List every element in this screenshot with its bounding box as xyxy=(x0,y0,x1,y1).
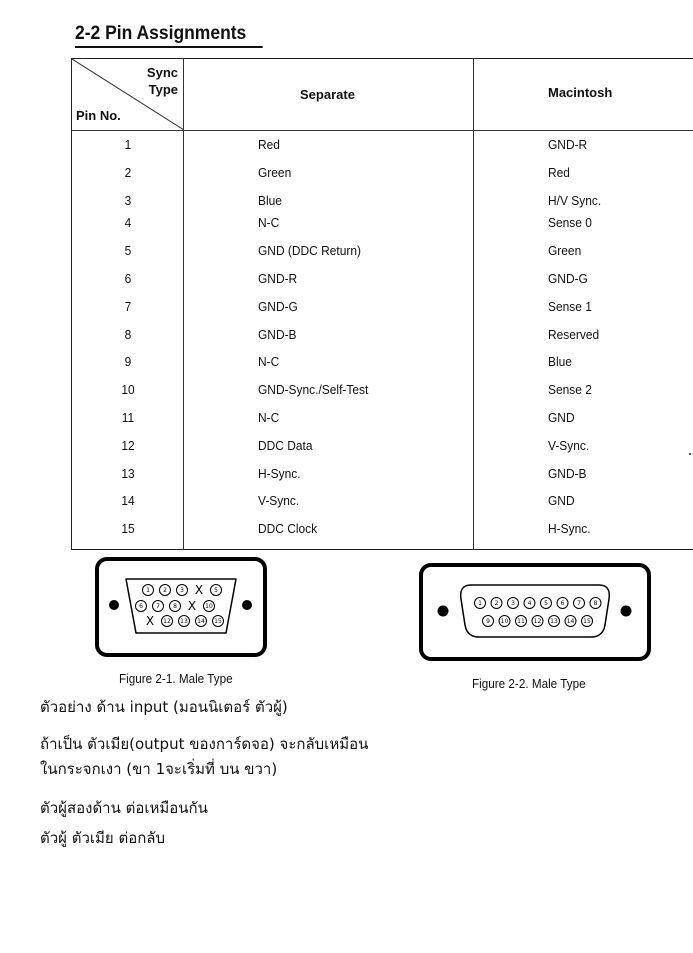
pin-number-cell: 5 xyxy=(124,243,132,258)
connector-pin-label: 6 xyxy=(139,603,143,610)
db15-connector-3row xyxy=(95,557,267,657)
separate-header: Separate xyxy=(300,87,355,102)
separate-signal-cell: Red xyxy=(258,137,280,152)
connector-pin-label: 11 xyxy=(517,618,525,625)
macintosh-signal-cell: Sense 2 xyxy=(548,382,592,397)
table-row xyxy=(72,521,693,541)
connector-pin-label: 7 xyxy=(156,603,160,610)
connector-pin-blank: X xyxy=(145,614,155,628)
table-row xyxy=(72,243,693,263)
connector-pin-label: 8 xyxy=(173,603,177,610)
macintosh-signal-cell: GND xyxy=(548,493,575,508)
pin-number-cell: 6 xyxy=(124,271,132,286)
note-male-male: ตัวผู้สองด้าน ต่อเหมือนกัน xyxy=(40,799,208,817)
connector-pin-label: 3 xyxy=(180,587,184,594)
connector-pin-blank: X xyxy=(194,583,204,597)
table-row xyxy=(72,137,693,157)
separate-signal-cell: V-Sync. xyxy=(258,493,300,508)
connector-pin-label: 1 xyxy=(478,600,482,607)
table-row xyxy=(72,354,693,374)
table-row xyxy=(72,493,693,513)
connector-pin-label: 12 xyxy=(533,618,542,625)
connector-pin-label: 8 xyxy=(593,600,598,607)
macintosh-signal-cell: GND-G xyxy=(548,271,588,286)
separate-signal-cell: H-Sync. xyxy=(258,466,301,481)
pin-number-cell: 1 xyxy=(124,137,132,152)
table-row xyxy=(72,410,693,430)
macintosh-signal-cell: Blue xyxy=(548,354,572,369)
table-row xyxy=(72,271,693,291)
separate-signal-cell: N-C xyxy=(258,354,280,369)
macintosh-signal-cell: H/V Sync. xyxy=(548,193,602,208)
macintosh-signal-cell: Green xyxy=(548,243,582,258)
connector-pin-label: 2 xyxy=(494,600,499,607)
connector-pin-blank: X xyxy=(187,599,197,613)
pin-number-cell: 2 xyxy=(124,165,132,180)
separate-signal-cell: Green xyxy=(258,165,292,180)
header-divider xyxy=(72,130,693,131)
connector-pin-label: 12 xyxy=(163,618,171,625)
table-row xyxy=(72,299,693,319)
separate-signal-cell: GND-G xyxy=(258,299,298,314)
connector-pin-label: 15 xyxy=(583,618,591,625)
separate-signal-cell: GND (DDC Return) xyxy=(258,243,362,258)
figure-1-caption: Figure 2-1. Male Type xyxy=(119,671,233,686)
separate-signal-cell: DDC Data xyxy=(258,438,313,453)
pin-number-cell: 7 xyxy=(124,299,132,314)
macintosh-signal-cell: GND-R xyxy=(548,137,588,152)
macintosh-signal-cell: Red xyxy=(548,165,570,180)
mac-db15-connector-2row xyxy=(419,563,651,661)
pin-no-header: Pin No. xyxy=(76,108,121,123)
pin-number-cell: 3 xyxy=(124,193,132,208)
separate-signal-cell: GND-R xyxy=(258,271,298,286)
connector-pin-label: 2 xyxy=(163,587,167,594)
connector-pin-label: 14 xyxy=(566,618,575,625)
pin-number-cell: 4 xyxy=(124,215,132,230)
macintosh-signal-cell: Sense 0 xyxy=(548,215,592,230)
connector-pin-label: 10 xyxy=(205,603,213,610)
separate-signal-cell: GND-Sync./Self-Test xyxy=(258,382,369,397)
note-male-female: ตัวผู้ ตัวเมีย ต่อกลับ xyxy=(40,829,166,847)
connector-pin-label: 13 xyxy=(180,618,188,625)
connector-pin-label: 5 xyxy=(544,600,548,607)
table-row xyxy=(72,215,693,235)
type-label: Type xyxy=(148,82,178,97)
pin-number-cell: 11 xyxy=(121,410,135,425)
macintosh-signal-cell: GND-B xyxy=(548,466,587,481)
connector-pin-label: 7 xyxy=(577,600,581,607)
stray-mark xyxy=(689,453,691,455)
macintosh-signal-cell: GND xyxy=(548,410,575,425)
macintosh-signal-cell: Sense 1 xyxy=(548,299,592,314)
connector-pin-label: 15 xyxy=(214,618,222,625)
separate-signal-cell: DDC Clock xyxy=(258,521,318,536)
table-row xyxy=(72,327,693,347)
pin-number-cell: 9 xyxy=(124,354,132,369)
pin-number-cell: 15 xyxy=(121,521,135,536)
connector-pin-label: 4 xyxy=(527,600,532,607)
connector-pin-label: 13 xyxy=(550,618,558,625)
pin-number-cell: 13 xyxy=(121,466,135,481)
figure-2-caption: Figure 2-2. Male Type xyxy=(472,676,586,691)
table-row xyxy=(72,193,693,213)
connector-pin-label: 1 xyxy=(146,587,150,594)
pin-number-cell: 10 xyxy=(121,382,135,397)
table-row xyxy=(72,165,693,185)
pin-assignment-table xyxy=(71,58,693,550)
table-row xyxy=(72,438,693,458)
connector-pin-label: 10 xyxy=(500,618,509,625)
connector-pin-label: 5 xyxy=(214,587,218,594)
connector-pin-label: 6 xyxy=(560,600,565,607)
separate-signal-cell: Blue xyxy=(258,193,282,208)
pin-number-cell: 14 xyxy=(121,493,135,508)
pin-number-cell: 8 xyxy=(124,327,132,342)
macintosh-signal-cell: V-Sync. xyxy=(548,438,590,453)
macintosh-header: Macintosh xyxy=(548,85,613,100)
pin-number-cell: 12 xyxy=(121,438,135,453)
note-female-reverse: ถ้าเป็น ตัวเมีย(output ของการ์ดจอ) จะกลับเหมือน xyxy=(40,735,369,753)
macintosh-signal-cell: Reserved xyxy=(548,327,600,342)
section-heading: 2-2 Pin Assignments xyxy=(75,22,263,48)
note-input-example: ตัวอย่าง ด้าน input (มอนนิเตอร์ ตัวผู้) xyxy=(40,698,288,716)
sync-type-header xyxy=(146,64,178,98)
macintosh-signal-cell: H-Sync. xyxy=(548,521,591,536)
connector-pin-label: 9 xyxy=(486,618,490,625)
connector-pin-label: 3 xyxy=(511,600,515,607)
table-row xyxy=(72,382,693,402)
table-row xyxy=(72,466,693,486)
separate-signal-cell: N-C xyxy=(258,410,280,425)
connector-pin-label: 14 xyxy=(197,618,205,625)
separate-signal-cell: GND-B xyxy=(258,327,297,342)
separate-signal-cell: N-C xyxy=(258,215,280,230)
sync-label: Sync xyxy=(146,65,178,80)
note-mirror: ในกระจกเงา (ขา 1จะเริ่มที่ บน ขวา) xyxy=(40,760,278,778)
